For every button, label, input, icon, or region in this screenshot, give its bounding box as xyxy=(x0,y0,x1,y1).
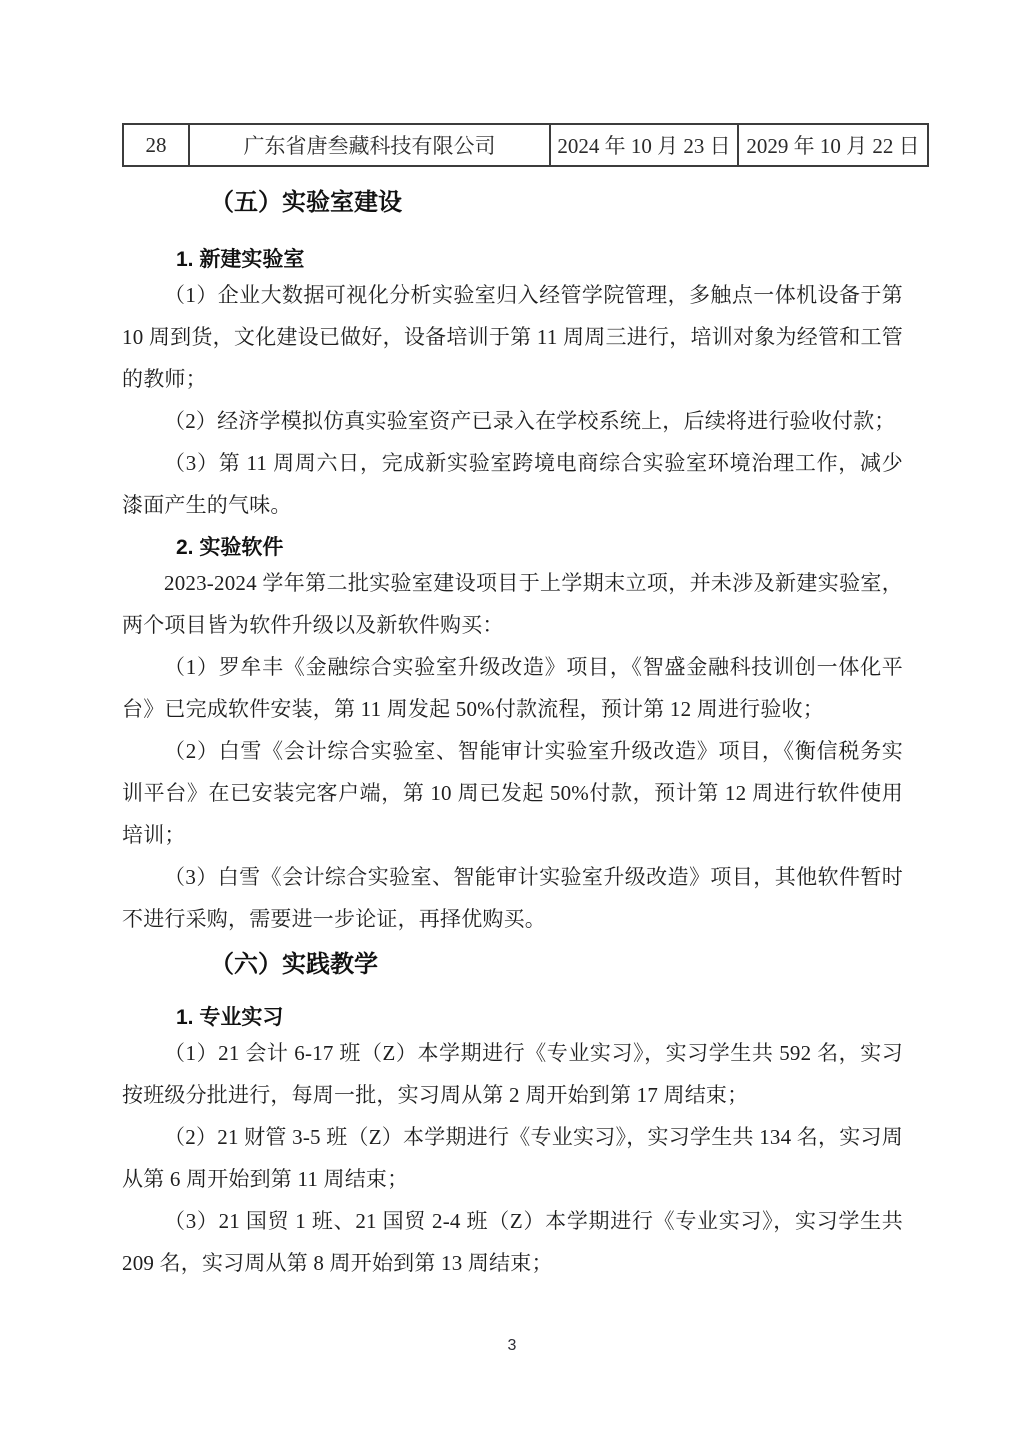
section-heading-lab-construction: （五）实验室建设 xyxy=(210,189,402,216)
paragraph: （1）21 会计 6-17 班（Z）本学期进行《专业实习》，实习学生共 592 名，实习按班级分批进行，每周一批，实习周从第 2 周开始到第 17 周结束； xyxy=(122,1041,903,1107)
paragraph: （3）21 国贸 1 班、21 国贸 2-4 班（Z）本学期进行《专业实习》，实习学生共 209 名，实习周从第 8 周开始到第 13 周结束； xyxy=(122,1209,903,1275)
paragraph: （3）第 11 周周六日，完成新实验室跨境电商综合实验室环境治理工作，减少漆面产生的气味。 xyxy=(122,451,903,517)
page-number: 3 xyxy=(507,1337,517,1354)
section-heading-practical-teaching: （六）实践教学 xyxy=(210,951,378,978)
cell-start-date: 2024 年 10 月 23 日 xyxy=(550,124,738,166)
paragraph: （3）白雪《会计综合实验室、智能审计实验室升级改造》项目，其他软件暂时不进行采购，需要进一步论证，再择优购买。 xyxy=(122,865,903,931)
cell-company-name: 广东省唐叁藏科技有限公司 xyxy=(189,124,550,166)
subsection-title-new-labs: 1. 新建实验室 xyxy=(176,248,305,271)
paragraph: （1）企业大数据可视化分析实验室归入经管学院管理，多触点一体机设备于第 10 周到货，文化建设已做好，设备培训于第 11 周周三进行，培训对象为经管和工管的教师； xyxy=(122,283,903,391)
paragraph: 2023-2024 学年第二批实验室建设项目于上学期末立项，并未涉及新建实验室，两个项目皆为软件升级以及新软件购买： xyxy=(122,571,903,637)
paragraph: （2）白雪《会计综合实验室、智能审计实验室升级改造》项目，《衡信税务实训平台》在已安装完客户端，第 10 周已发起 50%付款，预计第 12 周进行软件使用培训； xyxy=(122,739,903,847)
paragraph: （2）21 财管 3-5 班（Z）本学期进行《专业实习》，实习学生共 134 名，实习周从第 6 周开始到第 11 周结束； xyxy=(122,1125,903,1191)
paragraph: （2）经济学模拟仿真实验室资产已录入在学校系统上，后续将进行验收付款； xyxy=(164,409,896,433)
subsection-title-professional-internship: 1. 专业实习 xyxy=(176,1006,284,1029)
company-license-table xyxy=(122,123,929,167)
cell-end-date: 2029 年 10 月 22 日 xyxy=(738,124,928,166)
subsection-title-lab-software: 2. 实验软件 xyxy=(176,536,284,559)
cell-row-number: 28 xyxy=(123,124,189,166)
table-row xyxy=(123,124,928,166)
paragraph: （1）罗牟丰《金融综合实验室升级改造》项目，《智盛金融科技训创一体化平台》已完成软件安装，第 11 周发起 50%付款流程，预计第 12 周进行验收； xyxy=(122,655,903,721)
